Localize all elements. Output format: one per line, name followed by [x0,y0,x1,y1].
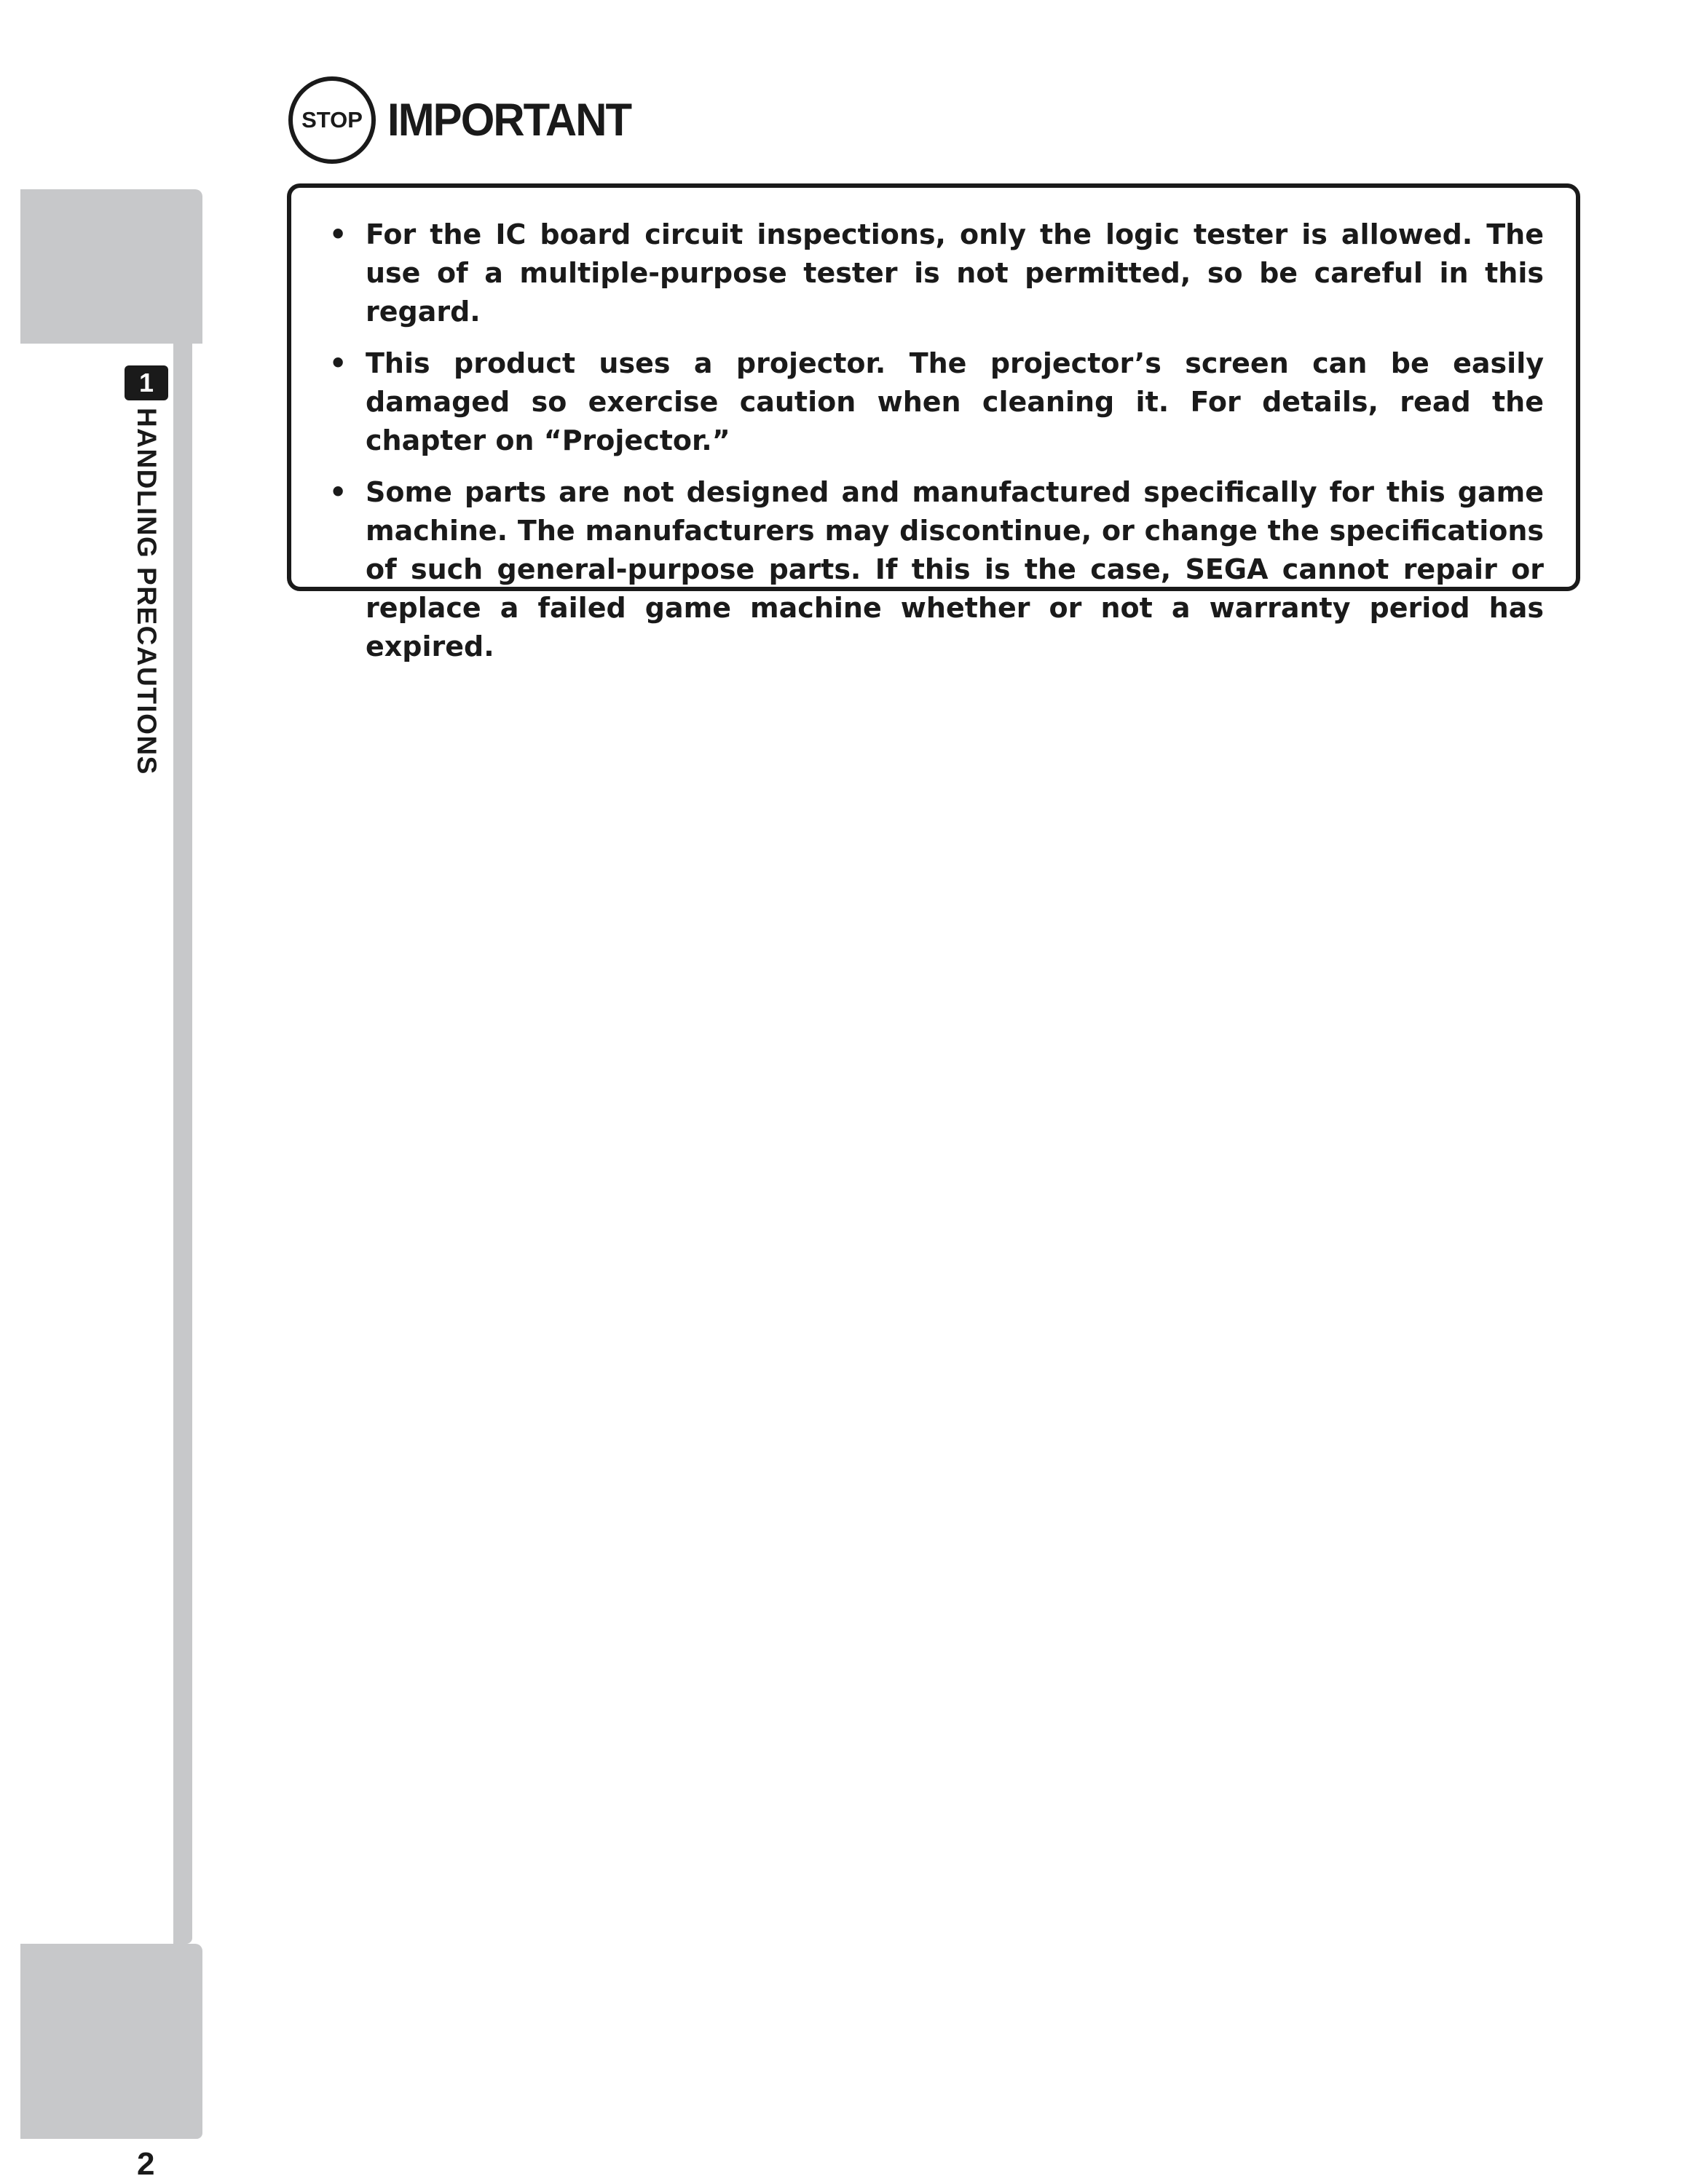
stop-icon [288,76,376,164]
notice-item [329,473,1544,666]
notice-item [329,215,1544,331]
important-notice-box [287,183,1580,662]
notice-item-text: This product uses a projector. The projector’s screen can be easily damaged so exercise caution when cleaning it. For details, read the chapter on “Projector.” [366,347,1544,456]
side-tab-top [20,189,202,344]
notice-list [329,215,1544,666]
stop-icon-label: STOP [301,107,363,132]
bullet-icon: • [329,476,347,508]
side-tab-strip [173,344,192,1944]
page-number: 2 [137,2146,155,2182]
bullet-icon: • [329,218,347,250]
bullet-icon: • [329,347,347,379]
notice-item-text: Some parts are not designed and manufactured specifically for this game machine. The manufacturers may discontinue, or change the specifications of such general-purpose parts. If this is the case, SEGA cannot repair or replace a failed game machine whether or not a warranty period has expired. [366,476,1544,662]
notice-item [329,344,1544,460]
heading-title: IMPORTANT [387,95,631,146]
notice-item-text: For the IC board circuit inspections, only the logic tester is allowed. The use of a multiple-purpose tester is not permitted, so be careful in this regard. [366,218,1544,328]
side-tab-bottom [20,1944,202,2139]
important-heading [288,73,644,167]
chapter-number-badge: 1 [125,365,168,400]
chapter-title: HANDLING PRECAUTIONS [132,408,162,775]
